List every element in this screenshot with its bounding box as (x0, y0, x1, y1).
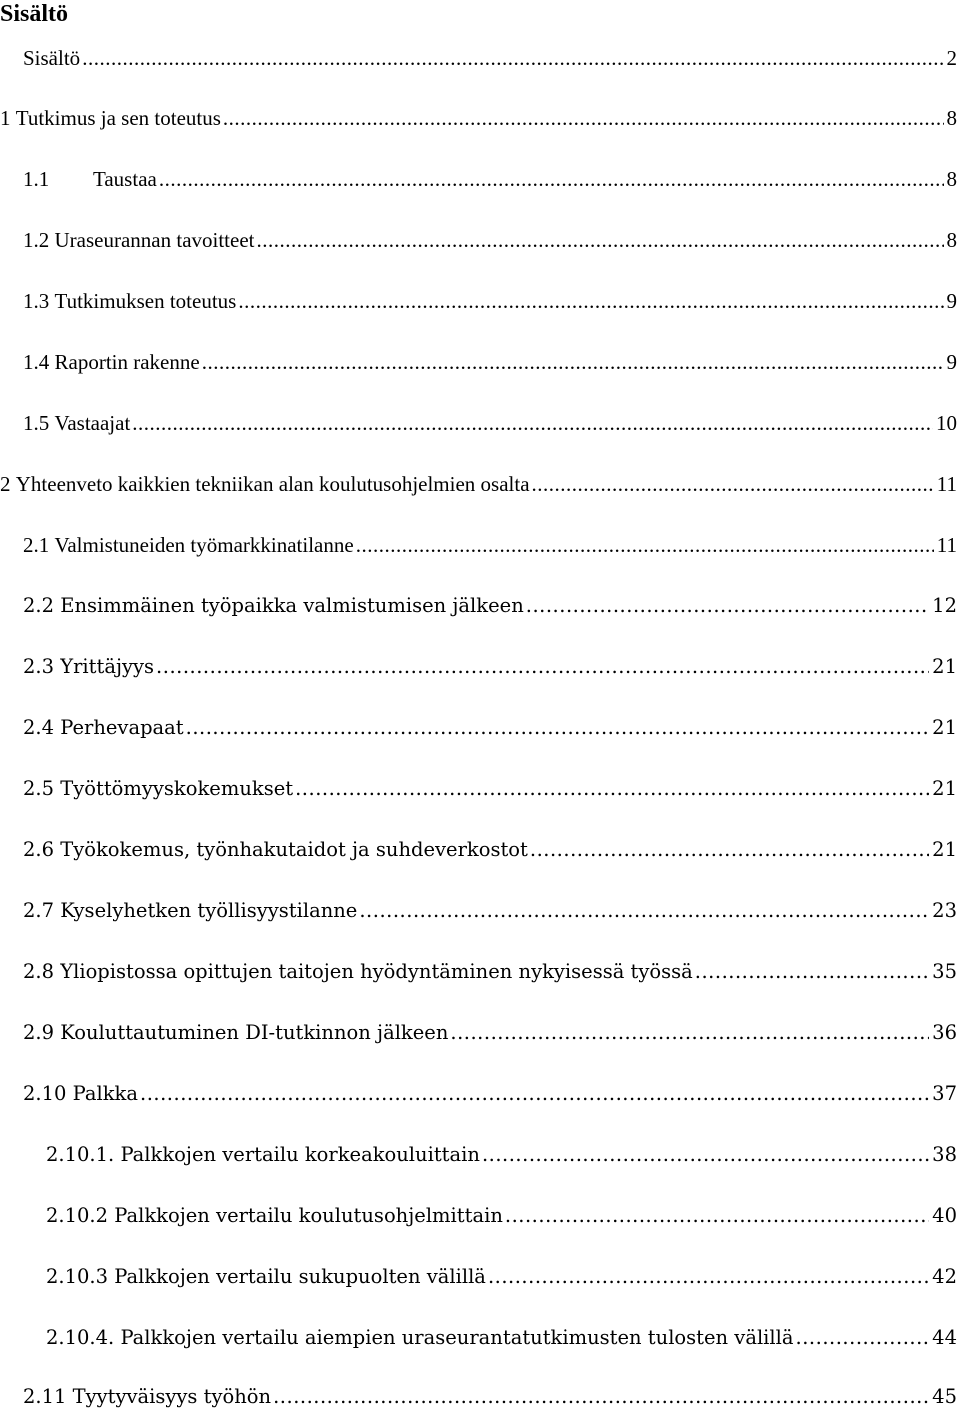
toc-dot-leader (359, 896, 929, 926)
toc-dot-leader (82, 43, 943, 73)
toc-entry-number: 1.1 (23, 167, 50, 191)
toc-page-number: 40 (932, 1204, 957, 1227)
toc-page-number: 38 (932, 1143, 957, 1166)
toc-entry-title: Palkkojen vertailu korkeakouluittain (120, 1143, 480, 1166)
toc-entry-number: 1.4 (23, 350, 50, 374)
toc-entry-2-5[interactable] (23, 774, 957, 804)
toc-entry-2-9[interactable] (23, 1018, 957, 1048)
toc-page-number: 12 (932, 594, 957, 617)
toc-dot-leader (295, 774, 929, 804)
toc-entry-number: 2.7 (23, 899, 55, 922)
toc-entry-title: Tyytyväisyys työhön (72, 1385, 272, 1408)
toc-entry-title: Uraseurannan tavoitteet (54, 228, 255, 252)
toc-dot-leader (482, 1140, 929, 1170)
toc-entry-2-10[interactable] (23, 1079, 957, 1109)
toc-entry-title: Yhteenveto kaikkien tekniikan alan koulutusohjelmien osalta (15, 472, 530, 496)
toc-entry-title: Tutkimuksen toteutus (54, 289, 237, 313)
toc-entry-1-1[interactable] (23, 164, 957, 194)
toc-entry-title: Perhevapaat (60, 716, 184, 739)
toc-entry-2-8[interactable] (23, 957, 957, 987)
toc-entry-number: 2.3 (23, 655, 55, 678)
toc-entry-number: 1 (0, 106, 11, 130)
toc-dot-leader (526, 591, 929, 621)
toc-page-number: 11 (936, 472, 957, 496)
toc-entry-number: 2.11 (23, 1385, 67, 1408)
toc-page-number: 2 (946, 46, 957, 70)
toc-entry-number: 2.10.4. (46, 1326, 115, 1349)
toc-entry-title: Työkokemus, työnhakutaidot ja suhdeverkostot (60, 838, 528, 861)
toc-entry-2-7[interactable] (23, 896, 957, 926)
toc-entry-number: 2.6 (23, 838, 55, 861)
toc-page-number: 44 (932, 1326, 957, 1349)
toc-entry-number: 2.8 (23, 960, 55, 983)
toc-entry-number: 2 (0, 472, 11, 496)
toc-entry-2-11[interactable] (23, 1382, 957, 1412)
toc-entry-2-10-1[interactable] (46, 1140, 957, 1170)
toc-entry-number: 1.5 (23, 411, 50, 435)
toc-page-number: 21 (932, 777, 957, 800)
toc-entry-title: Taustaa (93, 167, 157, 191)
toc-dot-leader (273, 1382, 929, 1412)
toc-dot-leader (156, 652, 929, 682)
toc-entry-title: Työttömyyskokemukset (60, 777, 294, 800)
toc-page-number: 36 (932, 1021, 957, 1044)
toc-entry-2[interactable] (0, 469, 957, 499)
toc-entry-2-10-4[interactable] (46, 1323, 957, 1353)
toc-dot-leader (140, 1079, 929, 1109)
toc-dot-leader (695, 957, 929, 987)
toc-entry-title: Kouluttautuminen DI-tutkinnon jälkeen (60, 1021, 449, 1044)
toc-entry-2-4[interactable] (23, 713, 957, 743)
toc-entry-number: 2.10.2 (46, 1204, 109, 1227)
toc-entry-number: 2.5 (23, 777, 55, 800)
toc-entry-2-3[interactable] (23, 652, 957, 682)
toc-entry-title: Valmistuneiden työmarkkinatilanne (54, 533, 354, 557)
toc-entry-title: Raportin rakenne (54, 350, 200, 374)
toc-dot-leader (223, 103, 944, 133)
toc-dot-leader (530, 835, 929, 865)
toc-page-number: 8 (946, 106, 957, 130)
toc-entry-1-2[interactable] (23, 225, 957, 255)
toc-entry-2-2[interactable] (23, 591, 957, 621)
toc-entry-title: Vastaajat (54, 411, 131, 435)
toc-entry-1-4[interactable] (23, 347, 957, 377)
toc-page-number: 10 (936, 411, 957, 435)
toc-entry-2-10-3[interactable] (46, 1262, 957, 1292)
toc-page-number: 21 (932, 716, 957, 739)
toc-entry-number: 2.10 (23, 1082, 67, 1105)
toc-page-number: 35 (932, 960, 957, 983)
toc-entry-number: 2.10.3 (46, 1265, 109, 1288)
toc-dot-leader (238, 286, 943, 316)
toc-entry-2-1[interactable] (23, 530, 957, 560)
toc-entry-title: Palkkojen vertailu aiempien uraseurantatutkimusten tulosten välillä (120, 1326, 794, 1349)
toc-entry-title: Tutkimus ja sen toteutus (15, 106, 221, 130)
toc-entry-2-10-2[interactable] (46, 1201, 957, 1231)
toc-page-number: 37 (932, 1082, 957, 1105)
toc-entry-1-5[interactable] (23, 408, 957, 438)
toc-page-number: 45 (932, 1385, 957, 1408)
toc-dot-leader (356, 530, 934, 560)
toc-dot-leader (257, 225, 944, 255)
toc-dot-leader (505, 1201, 929, 1231)
toc-entry-number: 2.9 (23, 1021, 55, 1044)
toc-page-number: 9 (946, 289, 957, 313)
toc-dot-leader (488, 1262, 929, 1292)
toc-entry-1-3[interactable] (23, 286, 957, 316)
toc-page-number: 21 (932, 838, 957, 861)
toc-dot-leader (159, 164, 944, 194)
toc-page-number: 8 (946, 228, 957, 252)
toc-entry-number: 2.4 (23, 716, 55, 739)
toc-page-number: 42 (932, 1265, 957, 1288)
toc-entry-title: Palkka (72, 1082, 138, 1105)
toc-page-number: 9 (946, 350, 957, 374)
toc-entry-title: Palkkojen vertailu sukupuolten välillä (114, 1265, 486, 1288)
toc-entry-number: 2.10.1. (46, 1143, 115, 1166)
toc-entry-title: Kyselyhetken työllisyystilanne (60, 899, 358, 922)
toc-dot-leader (202, 347, 944, 377)
toc-page-number: 21 (932, 655, 957, 678)
toc-entry-number: 1.3 (23, 289, 50, 313)
toc-dot-leader (532, 469, 934, 499)
toc-entry-number: Sisältö (23, 46, 81, 70)
toc-entry-number: 2.1 (23, 533, 50, 557)
toc-dot-leader (132, 408, 933, 438)
toc-entry-title: Ensimmäinen työpaikka valmistumisen jälkeen (60, 594, 524, 617)
toc-entry-title: Palkkojen vertailu koulutusohjelmittain (114, 1204, 503, 1227)
toc-entry-number: 1.2 (23, 228, 50, 252)
toc-dot-leader (796, 1323, 930, 1353)
toc-entry-number: 2.2 (23, 594, 55, 617)
toc-page-number: 23 (932, 899, 957, 922)
toc-entry-2-6[interactable] (23, 835, 957, 865)
toc-entry-1[interactable] (0, 103, 957, 133)
page-title: Sisältö (0, 1, 69, 27)
toc-entry-title: Yliopistossa opittujen taitojen hyödyntäminen nykyisessä työssä (60, 960, 693, 983)
toc-entry-title: Yrittäjyys (60, 655, 155, 678)
toc-dot-leader (186, 713, 930, 743)
toc-dot-leader (450, 1018, 929, 1048)
toc-entry-sisalto[interactable] (23, 43, 957, 73)
toc-page-number: 11 (936, 533, 957, 557)
toc-page-number: 8 (946, 167, 957, 191)
